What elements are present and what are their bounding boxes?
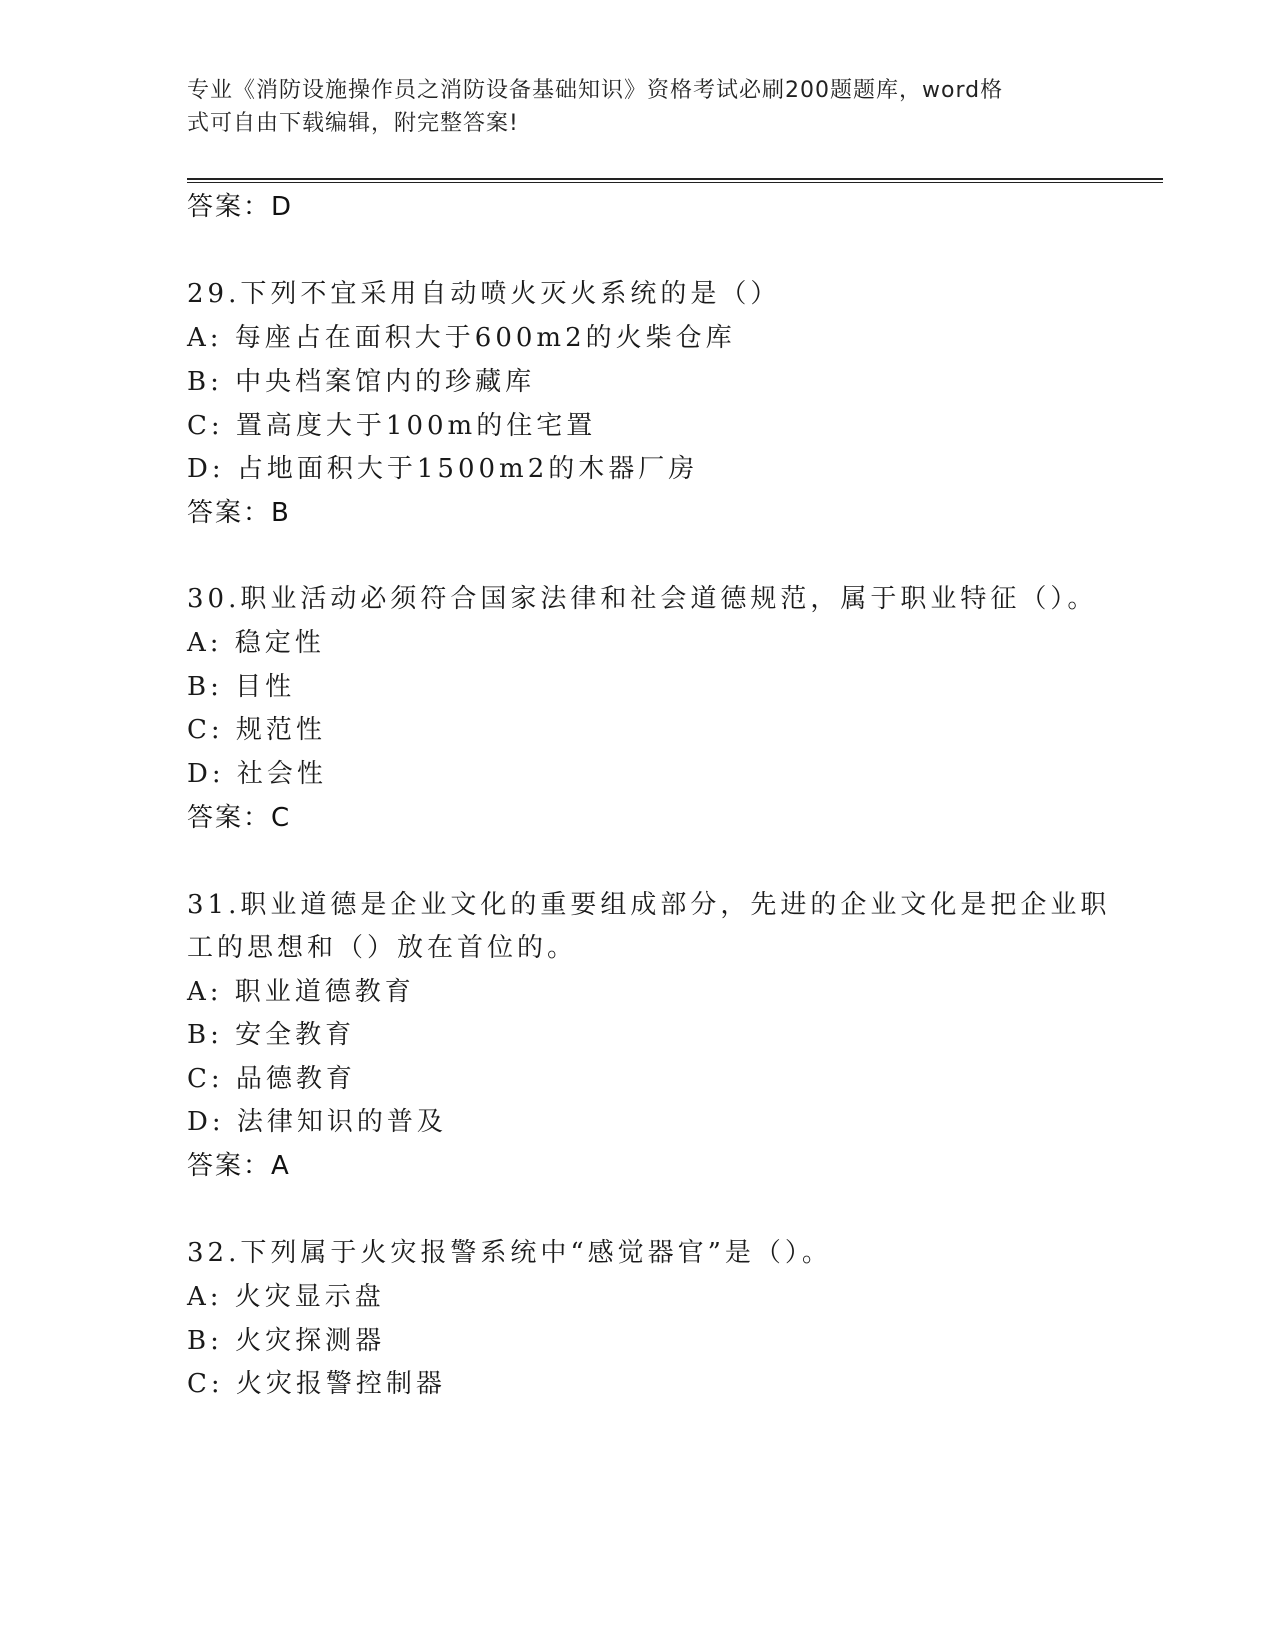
question-31-stem-line-2: 工的思想和（）放在首位的。 [187, 933, 578, 963]
question-29-option-b: B: 中央档案馆内的珍藏库 [187, 367, 536, 397]
question-32-option-b: B: 火灾探测器 [187, 1326, 386, 1356]
question-30-option-d: D: 社会性 [187, 759, 327, 789]
question-32-option-c: C: 火灾报警控制器 [187, 1369, 446, 1399]
question-31-option-d: D: 法律知识的普及 [187, 1107, 447, 1137]
question-31-option-a: A: 职业道德教育 [187, 977, 415, 1007]
header-title-line-1: 专业《消防设施操作员之消防设备基础知识》资格考试必刷200题题库，word格 [187, 78, 1004, 103]
question-31-option-b: B: 安全教育 [187, 1020, 356, 1050]
question-29-option-a: A: 每座占在面积大于600m2的火柴仓库 [187, 323, 736, 353]
question-30-stem: 30.职业活动必须符合国家法律和社会道德规范，属于职业特征（）。 [187, 584, 1098, 614]
previous-answer: 答案：D [187, 192, 294, 222]
question-29-option-d: D: 占地面积大于1500m2的木器厂房 [187, 454, 699, 484]
question-32-option-a: A: 火灾显示盘 [187, 1282, 385, 1312]
question-31-answer: 答案：A [187, 1151, 291, 1181]
question-30-answer: 答案：C [187, 803, 292, 833]
header-title-line-2: 式可自由下载编辑，附完整答案! [187, 111, 519, 136]
document-header [187, 74, 1077, 140]
question-30-option-b: B: 目性 [187, 672, 296, 702]
question-29-stem: 29.下列不宜采用自动喷火灭火系统的是（） [187, 279, 781, 309]
question-30-option-c: C: 规范性 [187, 715, 326, 745]
question-31-option-c: C: 品德教育 [187, 1064, 356, 1094]
question-30-option-a: A: 稳定性 [187, 628, 325, 658]
question-32-stem: 32.下列属于火灾报警系统中“感觉器官”是（）。 [187, 1238, 832, 1268]
header-divider [187, 178, 1163, 183]
question-31-stem-line-1: 31.职业道德是企业文化的重要组成部分，先进的企业文化是把企业职 [187, 890, 1111, 920]
question-29-option-c: C: 置高度大于100m的住宅置 [187, 411, 597, 441]
question-29-answer: 答案：B [187, 498, 291, 528]
